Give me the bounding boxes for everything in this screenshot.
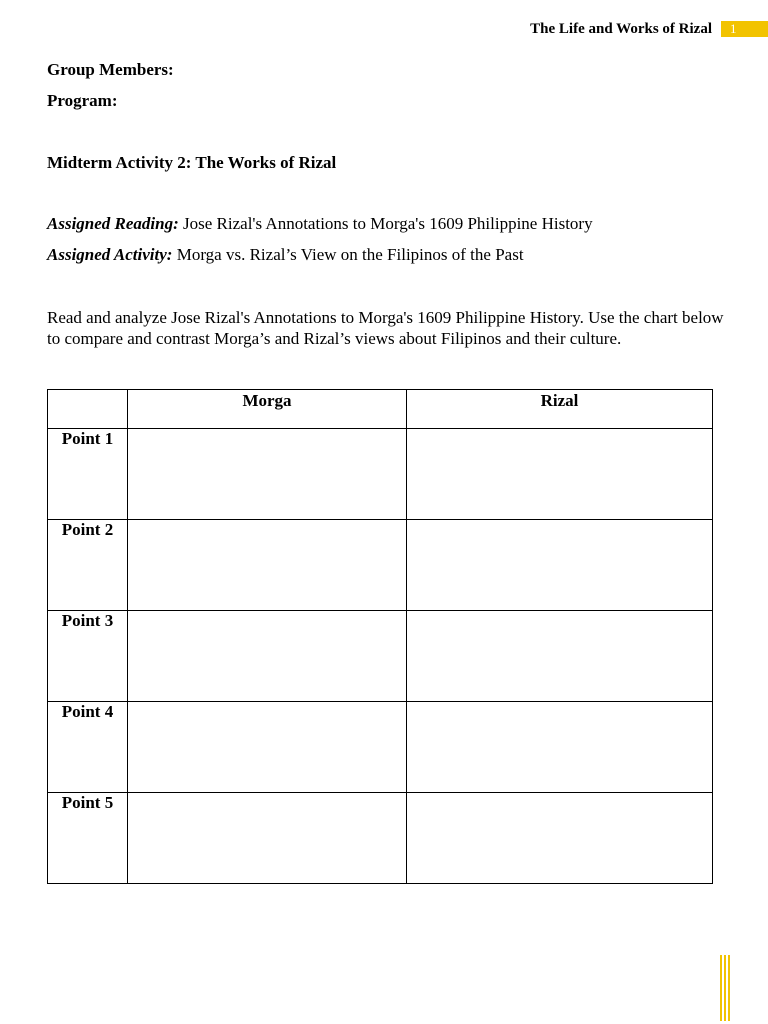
header-title: The Life and Works of Rizal bbox=[530, 20, 712, 37]
rizal-cell[interactable] bbox=[407, 429, 713, 520]
morga-cell[interactable] bbox=[128, 520, 407, 611]
morga-cell[interactable] bbox=[128, 793, 407, 884]
rizal-cell[interactable] bbox=[407, 702, 713, 793]
table-row bbox=[48, 611, 713, 702]
program-label: Program: bbox=[47, 91, 118, 110]
footer-decorative-stripes bbox=[720, 955, 730, 1021]
table-row bbox=[48, 702, 713, 793]
table-header-morga: Morga bbox=[128, 390, 407, 429]
table-row bbox=[48, 520, 713, 611]
running-header bbox=[530, 20, 768, 38]
stripe bbox=[720, 955, 722, 1021]
row-label: Point 5 bbox=[48, 793, 128, 884]
row-label: Point 1 bbox=[48, 429, 128, 520]
table-header-blank bbox=[48, 390, 128, 429]
rizal-cell[interactable] bbox=[407, 611, 713, 702]
instructions-paragraph: Read and analyze Jose Rizal's Annotations to Morga's 1609 Philippine History. Use the chart below to compare and contrast Morga’s and Rizal’s views about Filipinos and their culture. bbox=[47, 308, 724, 348]
activity-title: Midterm Activity 2: The Works of Rizal bbox=[47, 153, 337, 172]
table-header-row bbox=[48, 390, 713, 429]
table-row bbox=[48, 429, 713, 520]
row-label: Point 3 bbox=[48, 611, 128, 702]
page-number: 1 bbox=[721, 21, 768, 37]
morga-cell[interactable] bbox=[128, 702, 407, 793]
assigned-activity bbox=[47, 245, 524, 265]
group-members-label: Group Members: bbox=[47, 60, 174, 79]
morga-cell[interactable] bbox=[128, 429, 407, 520]
stripe bbox=[724, 955, 726, 1021]
morga-cell[interactable] bbox=[128, 611, 407, 702]
table-header-rizal: Rizal bbox=[407, 390, 713, 429]
row-label: Point 4 bbox=[48, 702, 128, 793]
table-row bbox=[48, 793, 713, 884]
rizal-cell[interactable] bbox=[407, 520, 713, 611]
row-label: Point 2 bbox=[48, 520, 128, 611]
rizal-cell[interactable] bbox=[407, 793, 713, 884]
assigned-reading-value: Jose Rizal's Annotations to Morga's 1609 Philippine History bbox=[178, 214, 593, 233]
assigned-activity-value: Morga vs. Rizal’s View on the Filipinos of the Past bbox=[172, 245, 524, 264]
assigned-activity-label: Assigned Activity: bbox=[47, 245, 173, 264]
assigned-reading bbox=[47, 214, 593, 234]
assigned-reading-label: Assigned Reading: bbox=[47, 214, 179, 233]
comparison-table bbox=[47, 389, 713, 884]
stripe bbox=[728, 955, 730, 1021]
